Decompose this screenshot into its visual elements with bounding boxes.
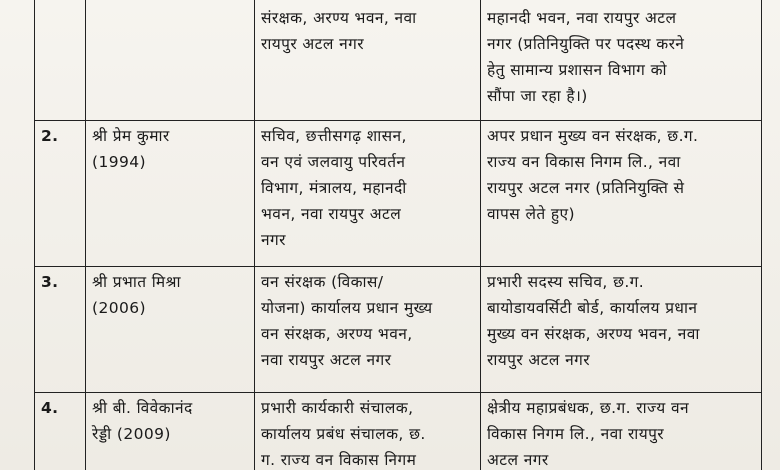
serial-number-cell: 2. bbox=[35, 121, 86, 267]
current-posting-cell: संरक्षक, अरण्य भवन, नवा रायपुर अटल नगर bbox=[255, 0, 481, 121]
new-posting-cell: अपर प्रधान मुख्य वन संरक्षक, छ.ग. राज्य वन विकास निगम लि., नवा रायपुर अटल नगर (प्रतिनियुक्ति से वापस लेते हुए) bbox=[481, 121, 762, 267]
new-posting-cell: महानदी भवन, नवा रायपुर अटल नगर (प्रतिनियुक्ति पर पदस्थ करने हेतु सामान्य प्रशासन विभाग को सौंपा जा रहा है।) bbox=[481, 0, 762, 121]
officer-name-cell: श्री प्रेम कुमार (1994) bbox=[86, 121, 255, 267]
officer-name-cell: श्री बी. विवेकानंद रेड्डी (2009) bbox=[86, 393, 255, 470]
current-posting-cell: प्रभारी कार्यकारी संचालक, कार्यालय प्रबंध संचालक, छ. ग. राज्य वन विकास निगम bbox=[255, 393, 481, 470]
officer-name-cell: श्री प्रभात मिश्रा (2006) bbox=[86, 267, 255, 393]
serial-number-cell bbox=[35, 0, 86, 121]
table-row bbox=[35, 0, 762, 121]
table-row bbox=[35, 393, 762, 470]
officer-name-cell bbox=[86, 0, 255, 121]
table-row bbox=[35, 267, 762, 393]
table-row bbox=[35, 121, 762, 267]
posting-order-table bbox=[34, 0, 762, 470]
serial-number-cell: 3. bbox=[35, 267, 86, 393]
serial-number-cell: 4. bbox=[35, 393, 86, 470]
current-posting-cell: वन संरक्षक (विकास/ योजना) कार्यालय प्रधान मुख्य वन संरक्षक, अरण्य भवन, नवा रायपुर अटल नगर bbox=[255, 267, 481, 393]
new-posting-cell: क्षेत्रीय महाप्रबंधक, छ.ग. राज्य वन विकास निगम लि., नवा रायपुर अटल नगर bbox=[481, 393, 762, 470]
new-posting-cell: प्रभारी सदस्य सचिव, छ.ग. बायोडायवर्सिटी बोर्ड, कार्यालय प्रधान मुख्य वन संरक्षक, अरण्य भवन, नवा रायपुर अटल नगर bbox=[481, 267, 762, 393]
current-posting-cell: सचिव, छत्तीसगढ़ शासन, वन एवं जलवायु परिवर्तन विभाग, मंत्रालय, महानदी भवन, नवा रायपुर अटल नगर bbox=[255, 121, 481, 267]
